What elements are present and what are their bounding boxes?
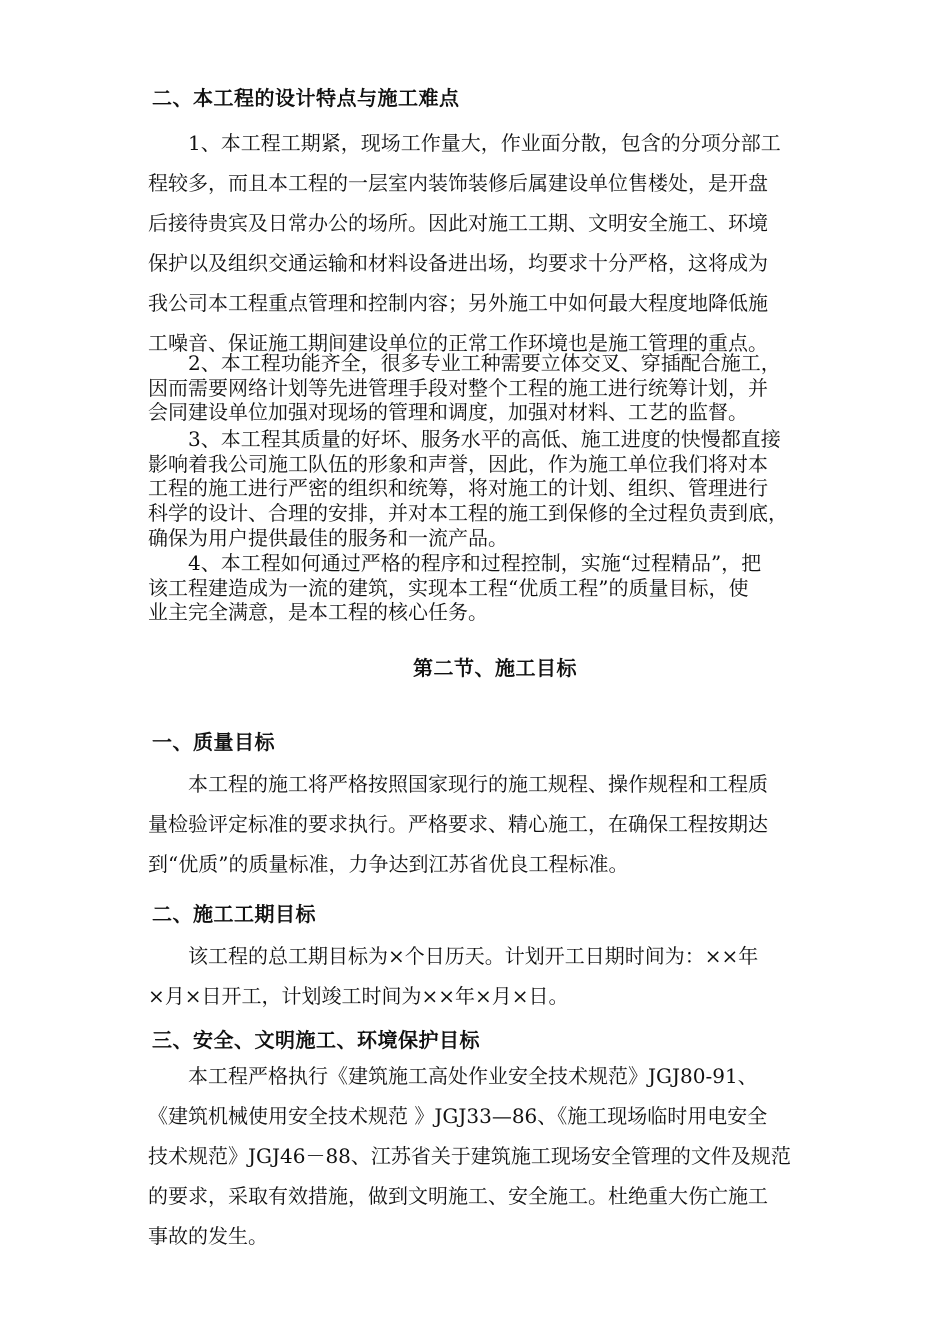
text-line: 因而需要网络计划等先进管理手段对整个工程的施工进行统筹计划，并	[148, 375, 768, 400]
text-line: 技术规范》JGJ46－88、江苏省关于建筑施工现场安全管理的文件及规范	[148, 1144, 791, 1168]
text-line: 该工程的总工期目标为×个日历天。计划开工日期时间为：××年	[188, 944, 759, 968]
text-line: 科学的设计、合理的安排，并对本工程的施工到保修的全过程负责到底，	[148, 501, 788, 526]
text-line: 业主完全满意，是本工程的核心任务。	[148, 600, 488, 625]
paragraph-1	[148, 123, 854, 363]
heading-schedule-target: 二、施工工期目标	[152, 902, 316, 926]
text-line: 2、本工程功能齐全，很多专业工种需要立体交叉、穿插配合施工，	[188, 351, 781, 375]
text-line: 程较多，而且本工程的一层室内装饰装修后属建设单位售楼处，是开盘	[148, 171, 768, 195]
text-line: 1、本工程工期紧，现场工作量大，作业面分散，包含的分项分部工	[188, 131, 781, 155]
text-line: 量检验评定标准的要求执行。严格要求、精心施工，在确保工程按期达	[148, 812, 768, 836]
text-line: 保护以及组织交通运输和材料设备进出场，均要求十分严格，这将成为	[148, 251, 768, 275]
text-line: 本工程严格执行《建筑施工高处作业安全技术规范》JGJ80-91、	[188, 1064, 758, 1088]
text-line: 事故的发生。	[148, 1224, 268, 1248]
text-line: 3、本工程其质量的好坏、服务水平的高低、施工进度的快慢都直接	[188, 427, 781, 451]
text-line: 的要求，采取有效措施，做到文明施工、安全施工。杜绝重大伤亡施工	[148, 1184, 768, 1208]
text-line: 会同建设单位加强对现场的管理和调度，加强对材料、工艺的监督。	[148, 400, 748, 425]
paragraph-quality	[148, 764, 854, 884]
paragraph-2	[148, 351, 854, 425]
text-line: 我公司本工程重点管理和控制内容；另外施工中如何最大程度地降低施	[148, 291, 768, 315]
paragraph-3	[148, 427, 854, 551]
text-line: 《建筑机械使用安全技术规范 》JGJ33—86、《施工现场临时用电安全	[148, 1104, 768, 1128]
heading-quality-target: 一、质量目标	[152, 730, 275, 754]
paragraph-safety	[148, 1056, 854, 1256]
text-line: 确保为用户提供最佳的服务和一流产品。	[148, 525, 508, 550]
paragraph-4	[148, 551, 854, 625]
heading-design-features: 二、本工程的设计特点与施工难点	[152, 86, 460, 110]
paragraph-schedule	[148, 936, 854, 1016]
heading-safety-target: 三、安全、文明施工、环境保护目标	[152, 1028, 480, 1052]
text-line: 后接待贵宾及日常办公的场所。因此对施工工期、文明安全施工、环境	[148, 211, 768, 235]
text-line: 工程的施工进行严密的组织和统筹，将对施工的计划、组织、管理进行	[148, 476, 768, 501]
text-line: 影响着我公司施工队伍的形象和声誉，因此，作为施工单位我们将对本	[148, 451, 768, 476]
section-title: 第二节、施工目标	[413, 656, 577, 680]
text-line: 该工程建造成为一流的建筑，实现本工程“优质工程”的质量目标，使	[148, 575, 749, 600]
text-line: 本工程的施工将严格按照国家现行的施工规程、操作规程和工程质	[188, 772, 768, 796]
text-line: ×月×日开工，计划竣工时间为××年×月×日。	[148, 984, 569, 1008]
text-line: 工噪音、保证施工期间建设单位的正常工作环境也是施工管理的重点。	[148, 331, 768, 355]
text-line: 4、本工程如何通过严格的程序和过程控制，实施“过程精品”，把	[188, 551, 762, 575]
text-line: 到“优质”的质量标准，力争达到江苏省优良工程标准。	[148, 852, 629, 876]
